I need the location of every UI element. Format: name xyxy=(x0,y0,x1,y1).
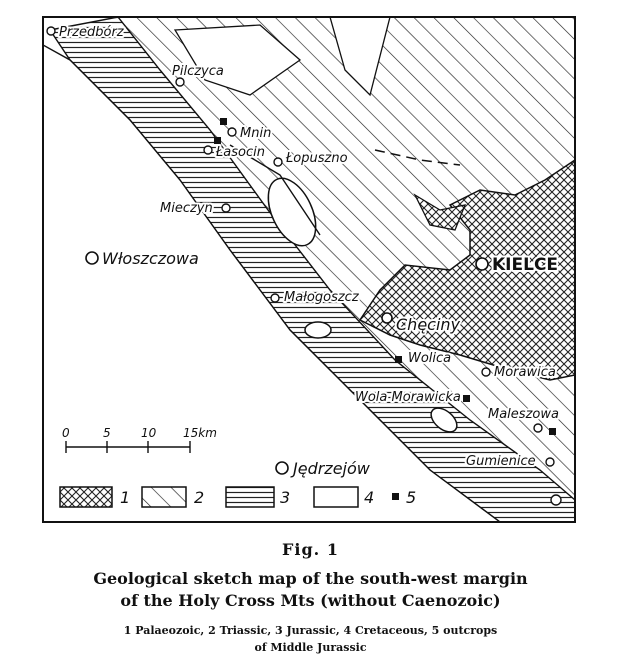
pilczyca-circle xyxy=(176,78,184,86)
label-lopuszno: Łopuszno xyxy=(286,151,348,166)
scale-tick-5: 5 xyxy=(103,426,111,440)
gumienice-circle xyxy=(546,458,554,466)
mieczyn-circle xyxy=(222,204,230,212)
label-kielce: KIELCE xyxy=(492,255,559,275)
legend-swatch-jurassic xyxy=(226,487,274,507)
scale-tick-10: 10 xyxy=(141,426,157,440)
label-wola-morawicka: Wola Morawicka xyxy=(355,390,461,405)
label-malogoszcz: Małogoszcz xyxy=(284,290,359,305)
przedborz-circle xyxy=(47,27,55,35)
figure-legend-caption xyxy=(0,622,621,656)
checiny-circle xyxy=(382,313,392,323)
legend-num-1: 1 xyxy=(120,488,131,507)
label-przedborz: Przedbórz xyxy=(59,25,124,40)
legend-swatch-triassic xyxy=(142,487,186,507)
lens-malogoszcz xyxy=(305,322,331,338)
outcrop-marker xyxy=(549,428,556,435)
label-gumienice: Gumienice xyxy=(466,454,536,469)
label-checiny: Chęciny xyxy=(396,315,461,334)
label-wloszczowa: Włoszczowa xyxy=(102,249,199,268)
malogoszcz-circle xyxy=(271,294,279,302)
maleszowa-circle xyxy=(534,424,542,432)
scale-tick-0: 0 xyxy=(62,426,70,440)
wloszczowa-circle xyxy=(86,252,98,264)
morawica-circle xyxy=(482,368,490,376)
legend-swatch-cretaceous xyxy=(314,487,358,507)
legend-num-3: 3 xyxy=(280,488,291,507)
label-jedrzejow: Jędrzejów xyxy=(293,459,370,478)
outcrop-marker xyxy=(220,118,227,125)
figure-title-line-1: Geological sketch map of the south-west margin xyxy=(93,569,528,588)
kielce-circle xyxy=(476,258,488,270)
label-lasocin: Łasocin xyxy=(216,145,265,160)
lopuszno-circle xyxy=(274,158,282,166)
legend-num-2: 2 xyxy=(194,488,205,507)
outcrop-marker xyxy=(463,395,470,402)
label-pilczyca: Pilczyca xyxy=(172,64,224,79)
figure-title xyxy=(0,568,621,612)
label-morawica: Morawica xyxy=(494,365,556,380)
edge-circle xyxy=(551,495,561,505)
legend-swatch-palaeozoic xyxy=(60,487,112,507)
label-mieczyn: Mieczyn xyxy=(160,201,213,216)
figure-legend-line-2: of Middle Jurassic xyxy=(254,641,367,654)
legend-num-4: 4 xyxy=(364,488,375,507)
scale-tick-15km: 15km xyxy=(183,426,217,440)
lasocin-circle xyxy=(204,146,212,154)
outcrop-marker xyxy=(214,137,221,144)
figure-label: Fig. 1 xyxy=(282,540,339,559)
mnin-circle xyxy=(228,128,236,136)
label-maleszowa: Maleszowa xyxy=(488,407,559,422)
jedrzejow-circle xyxy=(276,462,288,474)
legend-swatch-outcrop xyxy=(392,493,399,500)
legend-num-5: 5 xyxy=(406,488,417,507)
figure-legend-line-1: 1 Palaeozoic, 2 Triassic, 3 Jurassic, 4 Cretaceous, 5 outcrops xyxy=(123,624,498,637)
figure-title-line-2: of the Holy Cross Mts (without Caenozoic) xyxy=(120,591,501,610)
label-wolica: Wolica xyxy=(408,351,452,366)
outcrop-marker xyxy=(395,356,402,363)
label-mnin: Mnin xyxy=(240,126,272,141)
